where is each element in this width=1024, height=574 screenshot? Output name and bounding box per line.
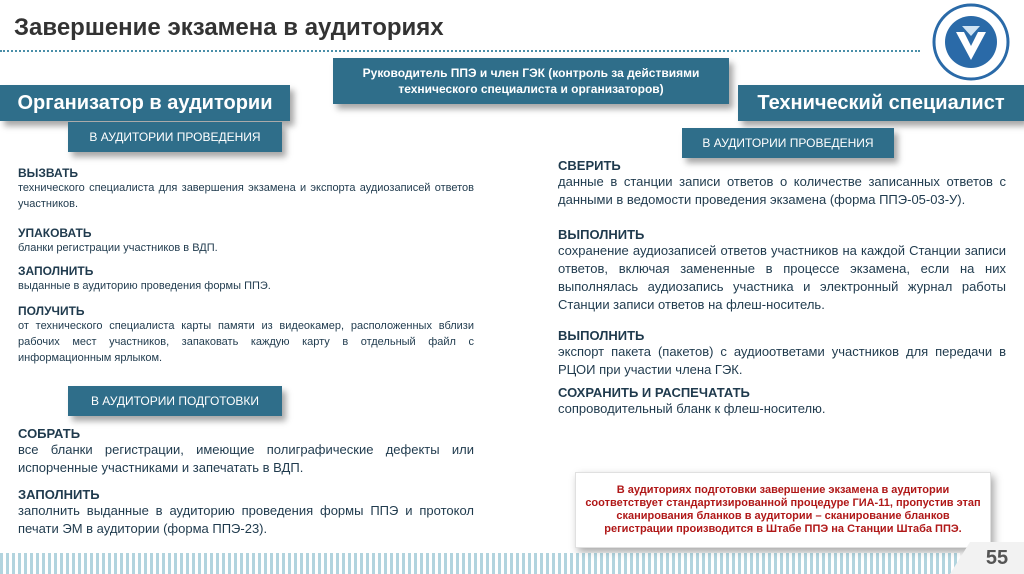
list-item	[18, 264, 474, 294]
list-item	[558, 328, 1006, 379]
list-item	[558, 227, 1006, 314]
item-title: ЗАПОЛНИТЬ	[18, 487, 100, 502]
moscow-quality-center-logo	[926, 2, 1016, 82]
preparation-note: В аудиториях подготовки завершение экзамена в аудитории соответствует стандартизированной процедуре ГИА-11, пропустив этап сканирования бланков в аудитории – сканирование бланков регистрации производится в Штабе ППЭ на Станции Штаба ППЭ.	[575, 472, 991, 548]
item-text: сохранение аудиозаписей ответов участников на каждой Станции записи ответов, включая замененные в процессе экзамена, если на них выполнялась аудиозапись участника и электронный журнал работы Станции записи ответов на флеш-носитель.	[558, 243, 1006, 312]
item-text: сопроводительный бланк к флеш-носителю.	[558, 401, 826, 416]
item-title: ВЫПОЛНИТЬ	[558, 328, 645, 343]
left-items-preparation	[18, 426, 474, 538]
supervisor-box: Руководитель ППЭ и член ГЭК (контроль за действиями технического специалиста и организаторов)	[333, 58, 729, 104]
page-number: 55	[985, 546, 1009, 569]
tech-specialist-heading: Технический специалист	[738, 85, 1024, 121]
left-section-preparation-label: В АУДИТОРИИ ПОДГОТОВКИ	[68, 386, 282, 416]
item-title: СОХРАНИТЬ И РАСПЕЧАТАТЬ	[558, 385, 750, 400]
item-text: заполнить выданные в аудиторию проведения формы ППЭ и протокол печати ЭМ в аудитории (форма ППЭ-23).	[18, 503, 474, 536]
item-text: бланки регистрации участников в ВДП.	[18, 242, 218, 254]
list-item	[558, 158, 1006, 209]
item-title: ЗАПОЛНИТЬ	[18, 264, 94, 278]
item-text: выданные в аудиторию проведения формы ППЭ.	[18, 280, 271, 292]
left-section-conducting-label: В АУДИТОРИИ ПРОВЕДЕНИЯ	[68, 122, 282, 152]
title-divider	[0, 50, 920, 52]
list-item	[18, 426, 474, 477]
item-title: СВЕРИТЬ	[558, 158, 621, 173]
right-section-conducting-label: В АУДИТОРИИ ПРОВЕДЕНИЯ	[682, 128, 894, 158]
bottom-decorative-bar	[0, 553, 960, 574]
item-title: ВЫПОЛНИТЬ	[558, 227, 645, 242]
page-title: Завершение экзамена в аудиториях	[14, 14, 444, 41]
list-item	[18, 304, 474, 366]
item-text: данные в станции записи ответов о количестве записанных ответов с данными в ведомости проведения экзамена (форма ППЭ-05-03-У).	[558, 174, 1006, 207]
list-item	[18, 226, 474, 256]
left-items-conducting	[18, 166, 474, 366]
organizer-heading: Организатор в аудитории	[0, 85, 290, 121]
page-number-tab-corner	[950, 542, 970, 574]
item-text: технического специалиста для завершения экзамена и экспорта аудиозаписей ответов участников.	[18, 182, 474, 210]
list-item	[18, 487, 474, 538]
item-text: от технического специалиста карты памяти из видеокамер, расположенных вблизи рабочих мест участников, запаковать каждую карту в отдельный файл с информационным ярлыком.	[18, 320, 474, 364]
item-title: ВЫЗВАТЬ	[18, 166, 79, 180]
item-text: все бланки регистрации, имеющие полиграфические дефекты или испорченные участниками и запечатать в ВДП.	[18, 442, 474, 475]
item-title: СОБРАТЬ	[18, 426, 81, 441]
item-text: экспорт пакета (пакетов) с аудиоответами участников для передачи в РЦОИ при участии члена ГЭК.	[558, 344, 1006, 377]
list-item	[558, 385, 1006, 418]
list-item	[18, 166, 474, 212]
item-title: ПОЛУЧИТЬ	[18, 304, 85, 318]
page-number-box	[970, 542, 1024, 574]
right-items	[558, 158, 1006, 418]
item-title: УПАКОВАТЬ	[18, 226, 92, 240]
